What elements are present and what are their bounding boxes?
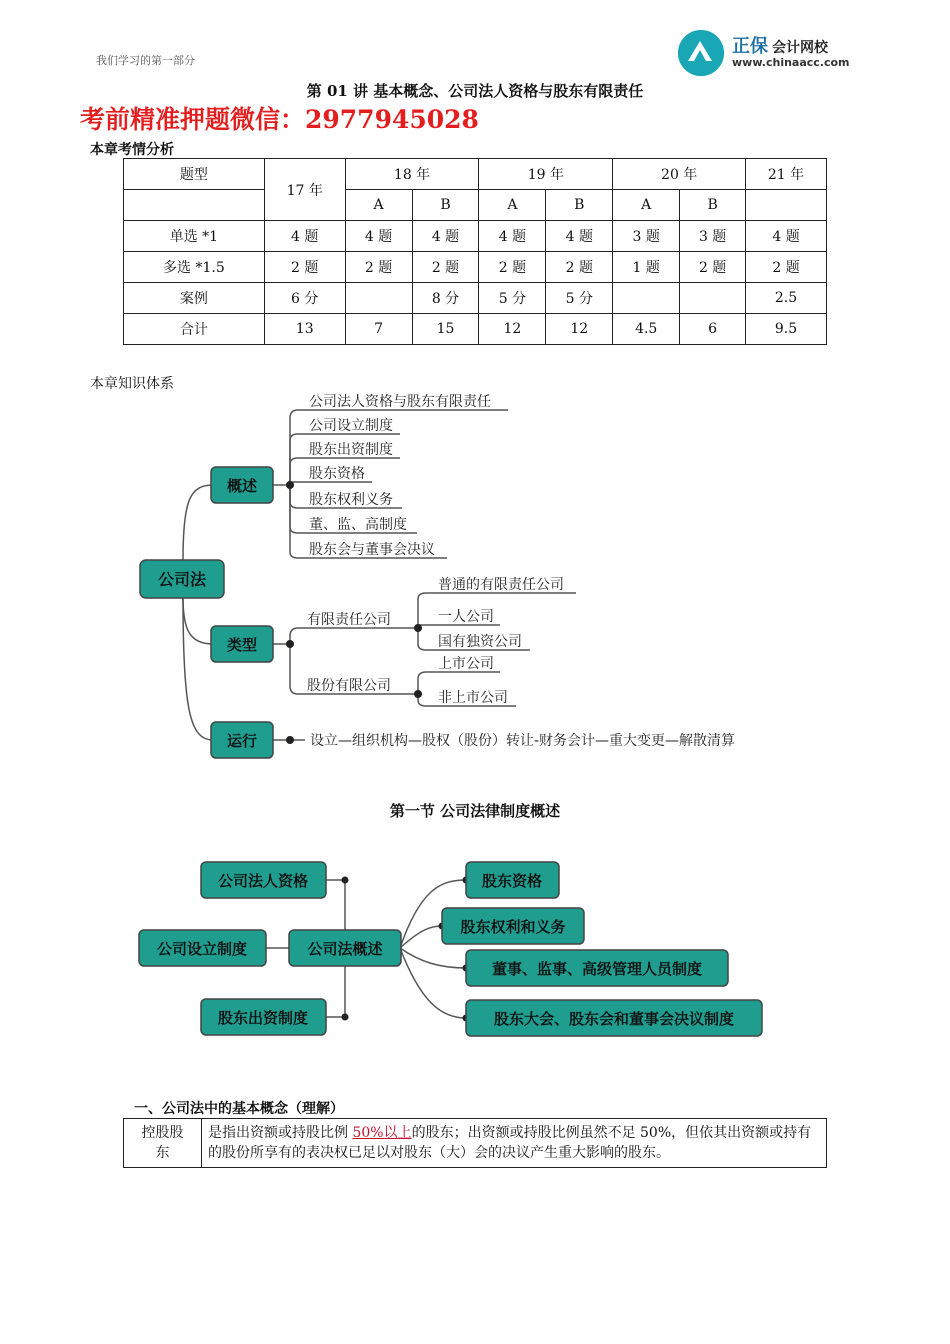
svg-text:董事、监事、高级管理人员制度: 董事、监事、高级管理人员制度 <box>491 960 703 978</box>
table-cell: 5 分 <box>546 283 613 314</box>
table-cell: 13 <box>264 314 345 345</box>
table-cell: 8 分 <box>412 283 479 314</box>
exam-analysis-heading: 本章考情分析 <box>90 142 174 158</box>
limited-item: 一人公司 <box>438 609 494 625</box>
table-cell: 4 题 <box>479 221 546 252</box>
header-cell: 20 年 <box>613 159 746 190</box>
logo-name: 正保 会计网校 <box>732 36 828 57</box>
exam-analysis-table <box>123 158 827 345</box>
overview-item: 股东权利义务 <box>309 492 393 508</box>
table-cell: 4 题 <box>746 221 827 252</box>
table-cell: 7 <box>345 314 412 345</box>
section-title: 第一节 公司法律制度概述 <box>389 802 561 820</box>
overview-item: 股东会与董事会决议 <box>309 542 435 558</box>
overview-item: 董、监、高制度 <box>309 517 407 533</box>
joint-stock-item: 上市公司 <box>438 656 494 672</box>
table-cell: 12 <box>479 314 546 345</box>
header-cell: 题型 <box>124 159 265 190</box>
table-row <box>124 1119 827 1168</box>
header-faded-text: 我们学习的第一部分 <box>96 54 195 67</box>
table-cell: 2 题 <box>746 252 827 283</box>
center-node <box>289 930 401 966</box>
header-cell: 21 年 <box>746 159 827 190</box>
table-cell: 6 <box>680 314 746 345</box>
table-cell: 2 题 <box>345 252 412 283</box>
table-row <box>124 283 827 314</box>
overview-item: 股东资格 <box>309 466 365 482</box>
table-cell: 2 题 <box>479 252 546 283</box>
svg-text:运行: 运行 <box>226 732 258 750</box>
definition-cell: 是指出资额或持股比例 50%以上的股东；出资额或持股比例虽然不足 50%，但依其出资额或持有的股份所享有的表决权已足以对股东（大）会的决议产生重大影响的股东。 <box>202 1119 827 1168</box>
header-cell: 17 年 <box>264 159 345 221</box>
table-cell: 2 题 <box>264 252 345 283</box>
table-cell: 5 分 <box>479 283 546 314</box>
table-cell: 12 <box>546 314 613 345</box>
lecture-title: 第 01 讲 基本概念、公司法人资格与股东有限责任 <box>306 82 644 100</box>
table-cell: 2 题 <box>680 252 746 283</box>
table-cell <box>613 283 680 314</box>
svg-text:公司法概述: 公司法概述 <box>307 940 383 958</box>
highlight-text: 50%以上 <box>352 1125 412 1141</box>
table-cell: 多选 *1.5 <box>124 252 265 283</box>
table-cell: 4 题 <box>345 221 412 252</box>
overview-item: 股东出资制度 <box>309 442 393 458</box>
overview-mindmap <box>0 850 950 1050</box>
table-cell: 4 题 <box>264 221 345 252</box>
table-row <box>124 221 827 252</box>
concepts-table <box>123 1118 827 1168</box>
svg-text:概述: 概述 <box>226 477 258 495</box>
table-cell: 6 分 <box>264 283 345 314</box>
table-cell: 2 题 <box>412 252 479 283</box>
type-limited: 有限责任公司 <box>307 612 391 628</box>
table-cell <box>345 283 412 314</box>
svg-text:股东权利和义务: 股东权利和义务 <box>460 918 566 936</box>
header-cell: B <box>680 190 746 221</box>
header-cell <box>746 190 827 221</box>
svg-text:公司设立制度: 公司设立制度 <box>156 940 248 958</box>
table-row <box>124 252 827 283</box>
logo-icon <box>678 30 724 76</box>
table-row <box>124 314 827 345</box>
logo-url: www.chinaacc.com <box>732 56 850 69</box>
right-node <box>466 862 559 898</box>
operation-text: 设立—组织机构—股权（股份）转让-财务会计—重大变更—解散清算 <box>310 733 736 749</box>
operation-node <box>211 722 273 758</box>
type-joint-stock: 股份有限公司 <box>307 678 391 694</box>
table-cell: 案例 <box>124 283 265 314</box>
table-cell: 2 题 <box>546 252 613 283</box>
table-cell: 9.5 <box>746 314 827 345</box>
limited-item: 普通的有限责任公司 <box>438 577 564 593</box>
svg-text:类型: 类型 <box>226 636 258 654</box>
header-cell: A <box>613 190 680 221</box>
svg-text:股东资格: 股东资格 <box>481 872 543 890</box>
header-cell: B <box>412 190 479 221</box>
header-cell <box>124 190 265 221</box>
overview-node <box>211 467 273 503</box>
svg-text:公司法人资格: 公司法人资格 <box>217 872 309 890</box>
header-cell: B <box>546 190 613 221</box>
table-cell: 4.5 <box>613 314 680 345</box>
svg-text:股东大会、股东会和董事会决议制度: 股东大会、股东会和董事会决议制度 <box>493 1010 735 1028</box>
table-cell <box>680 283 746 314</box>
left-node <box>139 930 266 966</box>
table-cell: 15 <box>412 314 479 345</box>
header-cell: A <box>479 190 546 221</box>
limited-item: 国有独资公司 <box>438 634 522 650</box>
overview-item: 公司法人资格与股东有限责任 <box>309 394 491 410</box>
right-node <box>442 908 584 944</box>
table-cell: 3 题 <box>613 221 680 252</box>
brand-logo <box>678 30 868 76</box>
header-cell: 19 年 <box>479 159 613 190</box>
root-node <box>140 560 224 598</box>
joint-stock-item: 非上市公司 <box>438 690 508 706</box>
term-cell: 控股股 东 <box>124 1119 202 1168</box>
table-cell: 4 题 <box>412 221 479 252</box>
knowledge-system-heading: 本章知识体系 <box>90 376 174 392</box>
svg-text:股东出资制度: 股东出资制度 <box>217 1009 309 1027</box>
header-cell: 18 年 <box>345 159 479 190</box>
left-node <box>201 862 326 898</box>
table-cell: 4 题 <box>546 221 613 252</box>
right-node <box>466 950 728 986</box>
table-cell: 3 题 <box>680 221 746 252</box>
types-node <box>211 626 273 662</box>
left-node <box>201 999 326 1035</box>
knowledge-mindmap <box>0 390 950 760</box>
table-cell: 单选 *1 <box>124 221 265 252</box>
table-cell: 1 题 <box>613 252 680 283</box>
table-cell: 合计 <box>124 314 265 345</box>
svg-text:公司法: 公司法 <box>157 570 207 589</box>
table-cell: 2.5 <box>746 283 827 314</box>
header-cell: A <box>345 190 412 221</box>
overview-item: 公司设立制度 <box>309 418 393 434</box>
concepts-heading: 一、公司法中的基本概念（理解） <box>134 1101 344 1117</box>
promo-banner: 考前精准押题微信：2977945028 <box>80 105 479 134</box>
right-node <box>466 1000 762 1036</box>
